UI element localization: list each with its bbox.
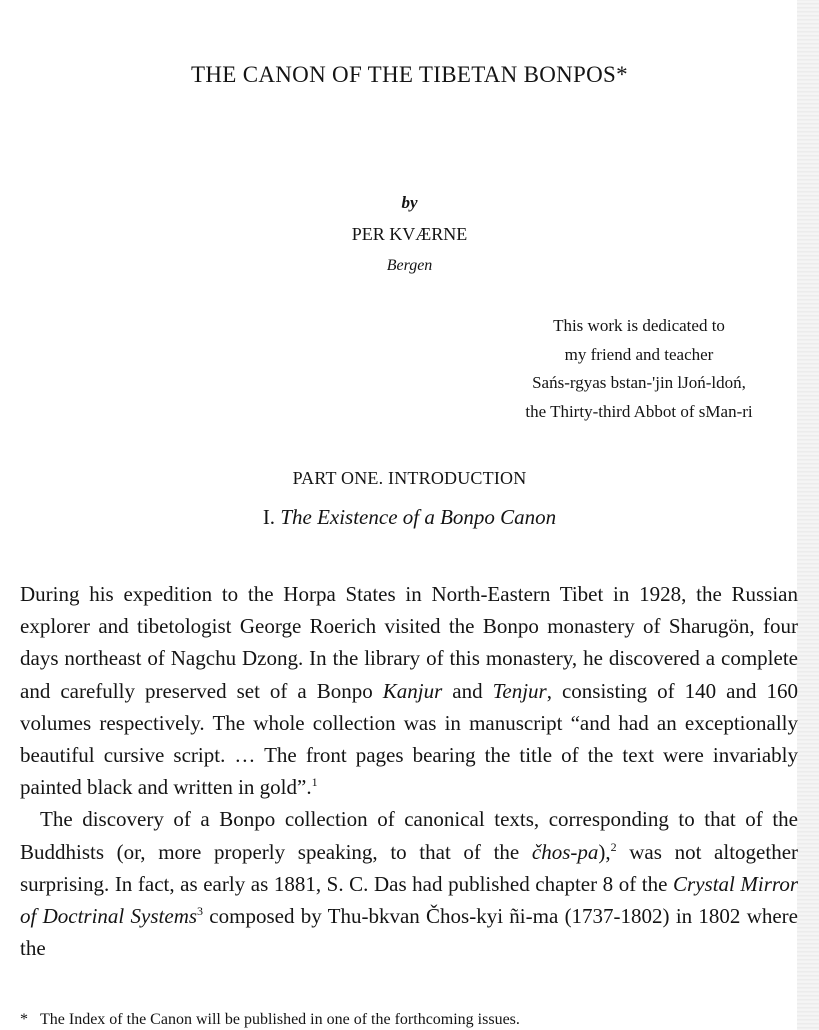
part-heading: PART ONE. INTRODUCTION [292,468,527,488]
dedication-line: the Thirty-third Abbot of sMan-ri [525,401,753,421]
dedication [480,312,798,426]
author-name: PER KVÆRNE [351,224,468,244]
footnote-ref: 1 [311,775,318,790]
section-title: The Existence of a Bonpo Canon [280,505,557,529]
author-affiliation: Bergen [386,257,433,274]
footnote [20,1011,800,1029]
body-text [20,578,798,964]
text-run: and [442,678,493,703]
article-title: THE CANON OF THE TIBETAN BONPOS* [191,62,628,87]
text-run: , consisting of 140 and 160 volumes respectively. The whole collection was in manuscript “and had an exceptionally beautiful cursive script. … The front pages bearing the title of the text were invariably painted black and written in gold”. [20,678,798,800]
italic-term-kanjur: Kanjur [382,678,443,703]
text-run: composed by Thu-bkvan Čhos-kyi ñi-ma (1737-1802) in 1802 where the [20,904,799,961]
footnote-text: The Index of the Canon will be published in one of the forthcoming issues. [40,1011,520,1028]
text-run: During his expedition to the Horpa States in North-Eastern Tibet in 1928, the Russian explorer and tibetologist George Roerich visited the Bonpo monastery of Sharugön, four days northeast of Nagchu Dzong. In the library of this monastery, he discovered a complete and carefully preserved set of a Bonpo [20,582,798,703]
byline-by: by [401,193,418,212]
text-run: was not altogether surprising. In fact, as early as 1881, S. C. Das had published chapter 8 of the [20,839,799,896]
italic-term-chospa: čhos-pa [531,839,599,864]
footnote-ref: 2 [610,839,617,854]
footnote-ref: 3 [197,904,204,919]
italic-book-title: Crystal Mirror of Doctrinal Systems [20,871,798,929]
dedication-line: my friend and teacher [564,344,714,364]
paragraph [20,578,798,803]
section-number: I. [262,505,276,529]
footnote-mark: * [20,1011,28,1028]
italic-term-tenjur: Tenjur [492,678,547,703]
text-run: The discovery of a Bonpo collection of canonical texts, corresponding to that of the Buddhists (or, more properly speaking, to that of the [20,807,798,864]
dedication-line: This work is dedicated to [553,316,725,335]
paragraph [20,803,798,964]
section-heading [0,505,819,530]
dedication-line: Sańs-rgyas bstan-'jin lJoń-ldoń, [532,373,746,392]
text-run: ), [598,839,611,864]
